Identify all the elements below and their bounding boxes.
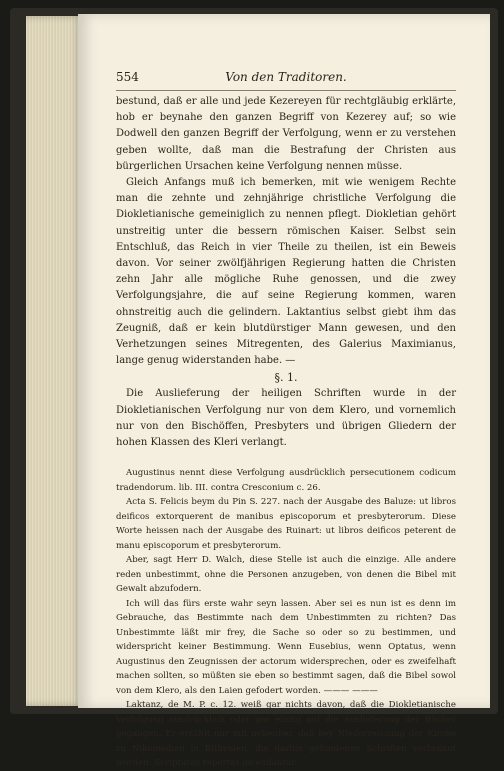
paragraph: Gleich Anfangs muß ich bemerken, mit wie wenigem Rechte man die zehnte und zehnjährige christliche Verfolgung die Diokletianische gemeiniglich zu nennen pflegt. Diokletian gehört unstreitig unter die bessern römischen Kaiser. Selbst sein Entschluß, das Reich in vier Theile zu theilen, ist ein Beweis davon. Vor seiner zwölfjährigen Regierung hatten die Christen zehn Jahr alle mögliche Ruhe genossen, und die zwey Verfolgungsjahre, die auf seine Regierung kommen, waren ohnstreitig auch die gelindern. Laktantius selbst giebt ihm das Zeugniß, daß er kein blutdürstiger Mann gewesen, und den Verhetzungen seines Mitregenten, des Galerius Maximianus, lange genug widerstanden habe. — [116,177,456,367]
paragraph: Die Auslieferung der heiligen Schriften wurde in der Diokletianischen Verfolgung nur von dem Klero, und vornemlich nur von den Bischöffen, Presbyters und übrigen Gliedern der hohen Klassen des Kleri verlangt. [116,388,456,449]
page-number: 554 [116,70,139,84]
footnote: Acta S. Felicis beym du Pin S. 227. nach der Ausgabe des Baluze: ut libros deificos extorquerent de manibus episcoporum et presbyterorum. Diese Worte heissen nach der Ausgabe des Ruinart: ut libros deificos peterent de manu episcoporum et presbyterorum. [116,497,456,551]
footnote: Laktanz, de M. P. c. 12. weiß gar nichts davon, daß die Diokletianische Verfolgung ausdrücklich oder gar einzig auf die Auslieferung der Bücher gegangen. Er erzählt nur mit nebenher, daß bey Niederreissung der Kirche zu Nikomedien in Bithynien, die darinn gefundenen Schriften verbrannt worden: Scripturas repertas incendantur. [116,700,456,768]
page-edges [26,16,84,706]
running-head: Von den Traditoren. [225,70,347,84]
page-header [116,70,456,88]
book-page [78,14,490,768]
section-heading: §. 1. [274,371,298,385]
footnote: Ich will das fürs erste wahr seyn lassen. Aber sei es nun ist es denn im Gebrauche, das Bestimmte nach dem Unbestimmten zu richten? Das Unbestimmte läßt mir frey, die Sache so oder so zu bestimmen, und widerspricht keiner Bestimmung. Wenn Eusebius, wenn Optatus, wenn Augustinus den Zeugnissen der actorum widersprechen, oder es zweifelhaft machen sollten, so müßten sie eben so bestimmt sagen, daß die Bibel sowol von dem Klero, als den Laien gefodert worden. ——— ——— [116,598,456,696]
paragraph: bestund, daß er alle und jede Kezereyen für rechtgläubig erklärte, hob er beynahe den ganzen Begriff von Kezerey auf; so wie Dodwell den ganzen Begriff der Verfolgung, wenn er zu verstehen geben wollte, daß man die Bestrafung der Christen aus bürgerlichen Ursachen keine Verfolgung nennen müsse. [116,96,456,172]
footnote: Augustinus nennt diese Verfolgung ausdrücklich persecutionem codicum tradendorum. lib. III. contra Cresconium c. 26. [116,468,456,493]
footnotes [116,466,456,768]
header-rule [116,90,456,91]
footnote: Aber, sagt Herr D. Walch, diese Stelle ist auch die einzige. Alle andere reden unbestimmt, ohne die Personen anzugeben, von denen die Bibel mit Gewalt abzufodern. [116,555,456,594]
